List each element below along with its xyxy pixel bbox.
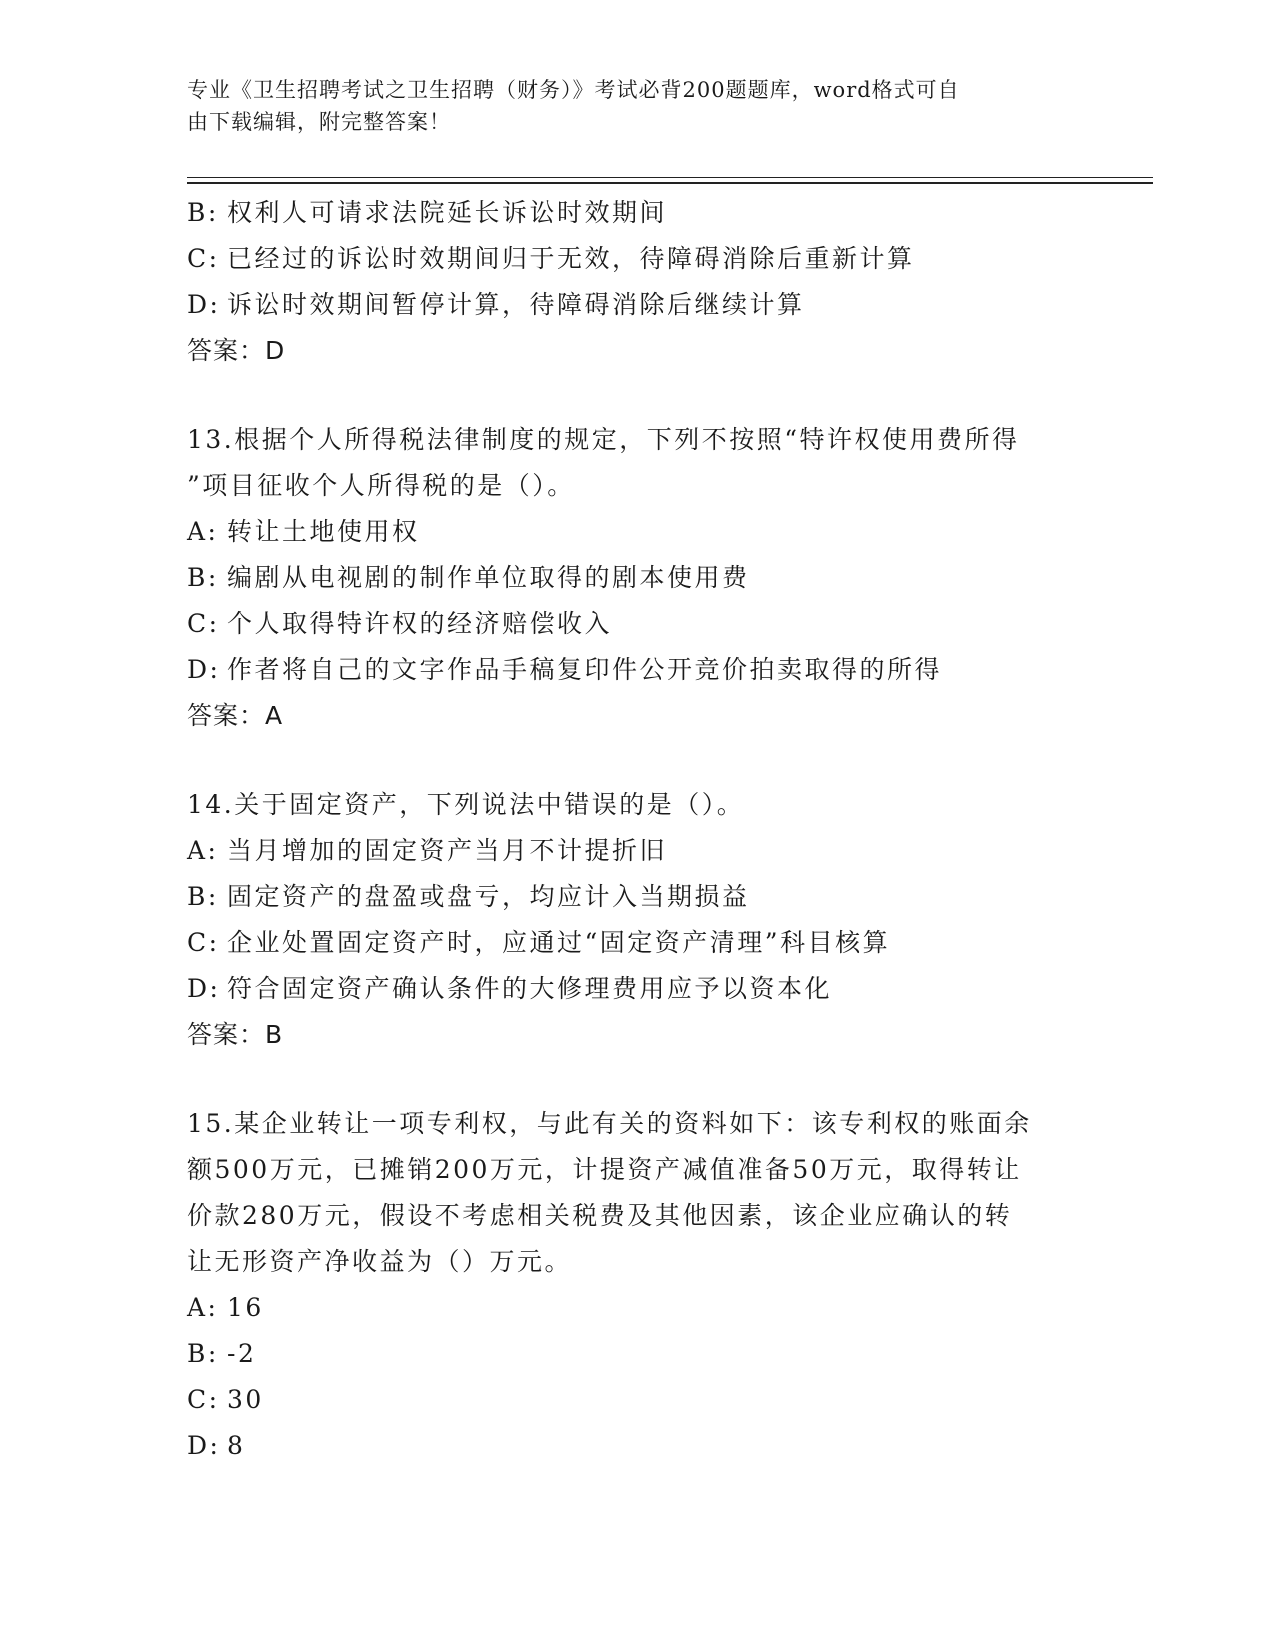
option-c	[187, 1377, 1087, 1423]
option-text: 8	[227, 1431, 246, 1460]
header-rule-thin	[187, 177, 1153, 178]
document-header	[187, 74, 1067, 138]
option-b	[187, 555, 1087, 601]
option-a	[187, 1285, 1087, 1331]
option-key: A:	[187, 1293, 219, 1322]
option-c	[187, 920, 1087, 966]
question-stem-line: 15.某企业转让一项专利权，与此有关的资料如下：该专利权的账面余	[187, 1109, 1032, 1138]
option-b	[187, 874, 1087, 920]
option-a	[187, 509, 1087, 555]
answer: 答案：B	[187, 1020, 284, 1049]
question-stem-line: ”项目征收个人所得税的是（）。	[187, 471, 575, 500]
option-d	[187, 1423, 1087, 1469]
option-a	[187, 828, 1087, 874]
option-key: C:	[187, 244, 220, 273]
option-text: 固定资产的盘盈或盘亏，均应计入当期损益	[227, 882, 750, 911]
option-key: B:	[187, 563, 219, 592]
option-d	[187, 282, 1087, 328]
question-stem-line: 13.根据个人所得税法律制度的规定，下列不按照“特许权使用费所得	[187, 425, 1020, 454]
option-text: 权利人可请求法院延长诉讼时效期间	[227, 198, 668, 227]
question-14	[187, 782, 1087, 1058]
question-stem-line: 14.关于固定资产，下列说法中错误的是（）。	[187, 790, 745, 819]
question-stem-line: 让无形资产净收益为（）万元。	[187, 1247, 573, 1276]
option-key: B:	[187, 198, 219, 227]
option-c	[187, 236, 1087, 282]
option-text: 16	[227, 1293, 264, 1322]
header-rule-thick	[187, 182, 1153, 184]
option-text: 个人取得特许权的经济赔偿收入	[227, 609, 613, 638]
option-b	[187, 190, 1087, 236]
question-15	[187, 1101, 1087, 1469]
option-key: D:	[187, 974, 221, 1003]
answer: 答案：D	[187, 336, 286, 365]
question-12	[187, 190, 1087, 374]
option-text: 编剧从电视剧的制作单位取得的剧本使用费	[227, 563, 750, 592]
option-key: D:	[187, 290, 221, 319]
option-text: 符合固定资产确认条件的大修理费用应予以资本化	[227, 974, 833, 1003]
option-text: 30	[227, 1385, 264, 1414]
option-text: -2	[227, 1339, 257, 1368]
option-text: 诉讼时效期间暂停计算，待障碍消除后继续计算	[227, 290, 805, 319]
option-text: 作者将自己的文字作品手稿复印件公开竞价拍卖取得的所得	[227, 655, 943, 684]
option-d	[187, 966, 1087, 1012]
option-key: B:	[187, 1339, 219, 1368]
option-text: 当月增加的固定资产当月不计提折旧	[227, 836, 668, 865]
header-line-1: 专业《卫生招聘考试之卫生招聘（财务）》考试必背200题题库，word格式可自	[187, 78, 960, 102]
option-b	[187, 1331, 1087, 1377]
answer: 答案：A	[187, 701, 284, 730]
option-c	[187, 601, 1087, 647]
option-key: C:	[187, 609, 220, 638]
option-text: 转让土地使用权	[227, 517, 420, 546]
question-list	[187, 190, 1087, 1469]
option-key: A:	[187, 836, 219, 865]
question-stem-line: 价款280万元，假设不考虑相关税费及其他因素，该企业应确认的转	[187, 1201, 1013, 1230]
header-line-2: 由下载编辑，附完整答案！	[187, 110, 451, 134]
question-stem-line: 额500万元，已摊销200万元，计提资产减值准备50万元，取得转让	[187, 1155, 1022, 1184]
option-key: C:	[187, 1385, 220, 1414]
option-d	[187, 647, 1087, 693]
option-key: D:	[187, 1431, 221, 1460]
option-key: A:	[187, 517, 219, 546]
option-key: B:	[187, 882, 219, 911]
option-key: D:	[187, 655, 221, 684]
question-13	[187, 417, 1087, 739]
option-text: 已经过的诉讼时效期间归于无效，待障碍消除后重新计算	[227, 244, 915, 273]
option-text: 企业处置固定资产时，应通过“固定资产清理”科目核算	[227, 928, 891, 957]
option-key: C:	[187, 928, 220, 957]
